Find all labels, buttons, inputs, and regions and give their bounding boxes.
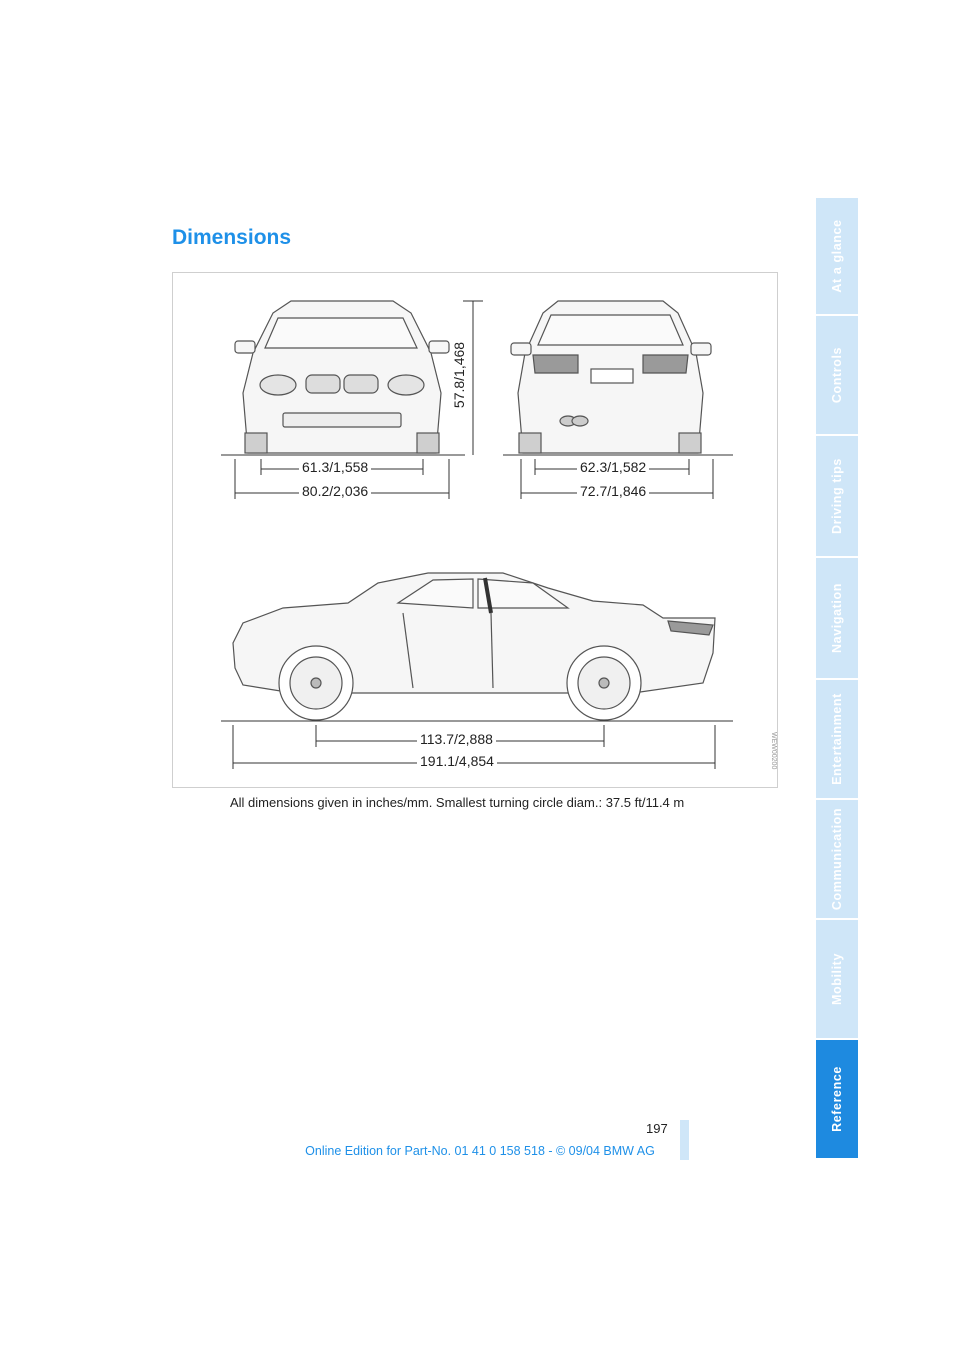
- front-track-label: 61.3/1,558: [299, 459, 371, 475]
- tab-label: Reference: [830, 1066, 844, 1132]
- tab-navigation[interactable]: [816, 558, 858, 680]
- rear-view-car: [511, 301, 711, 453]
- tab-at-a-glance[interactable]: [816, 198, 858, 316]
- rear-track-label: 62.3/1,582: [577, 459, 649, 475]
- footer-text: Online Edition for Part-No. 01 41 0 158 518 - © 09/04 BMW AG: [305, 1144, 655, 1158]
- tab-reference[interactable]: [816, 1040, 858, 1160]
- tab-label: Controls: [830, 346, 844, 404]
- car-drawing: [173, 273, 779, 789]
- figure-code: WEW00200: [770, 732, 777, 770]
- front-view-car: [235, 301, 449, 453]
- tab-controls[interactable]: [816, 316, 858, 436]
- tab-driving-tips[interactable]: [816, 436, 858, 558]
- side-view-car: [233, 573, 715, 720]
- tab-mobility[interactable]: [816, 920, 858, 1040]
- tab-label: At a glance: [830, 219, 844, 293]
- wheelbase-label: 113.7/2,888: [417, 731, 496, 747]
- page-number: 197: [646, 1121, 668, 1136]
- length-label: 191.1/4,854: [417, 753, 497, 769]
- front-width-label: 80.2/2,036: [299, 483, 371, 499]
- tab-label: Entertainment: [830, 693, 844, 785]
- tab-communication[interactable]: [816, 800, 858, 920]
- chapter-sidebar: [816, 198, 858, 1160]
- page-title: Dimensions: [172, 226, 292, 249]
- dimensions-figure: [172, 272, 778, 788]
- tab-label: Communication: [830, 807, 844, 911]
- rear-width-label: 72.7/1,846: [577, 483, 649, 499]
- tab-label: Mobility: [830, 952, 844, 1006]
- tab-entertainment[interactable]: [816, 680, 858, 800]
- tab-label: Driving tips: [830, 458, 844, 534]
- figure-caption: All dimensions given in inches/mm. Smallest turning circle diam.: 37.5 ft/11.4 m: [230, 795, 685, 810]
- height-dimension-label: 57.8/1,468: [451, 339, 467, 411]
- tab-label: Navigation: [830, 583, 844, 653]
